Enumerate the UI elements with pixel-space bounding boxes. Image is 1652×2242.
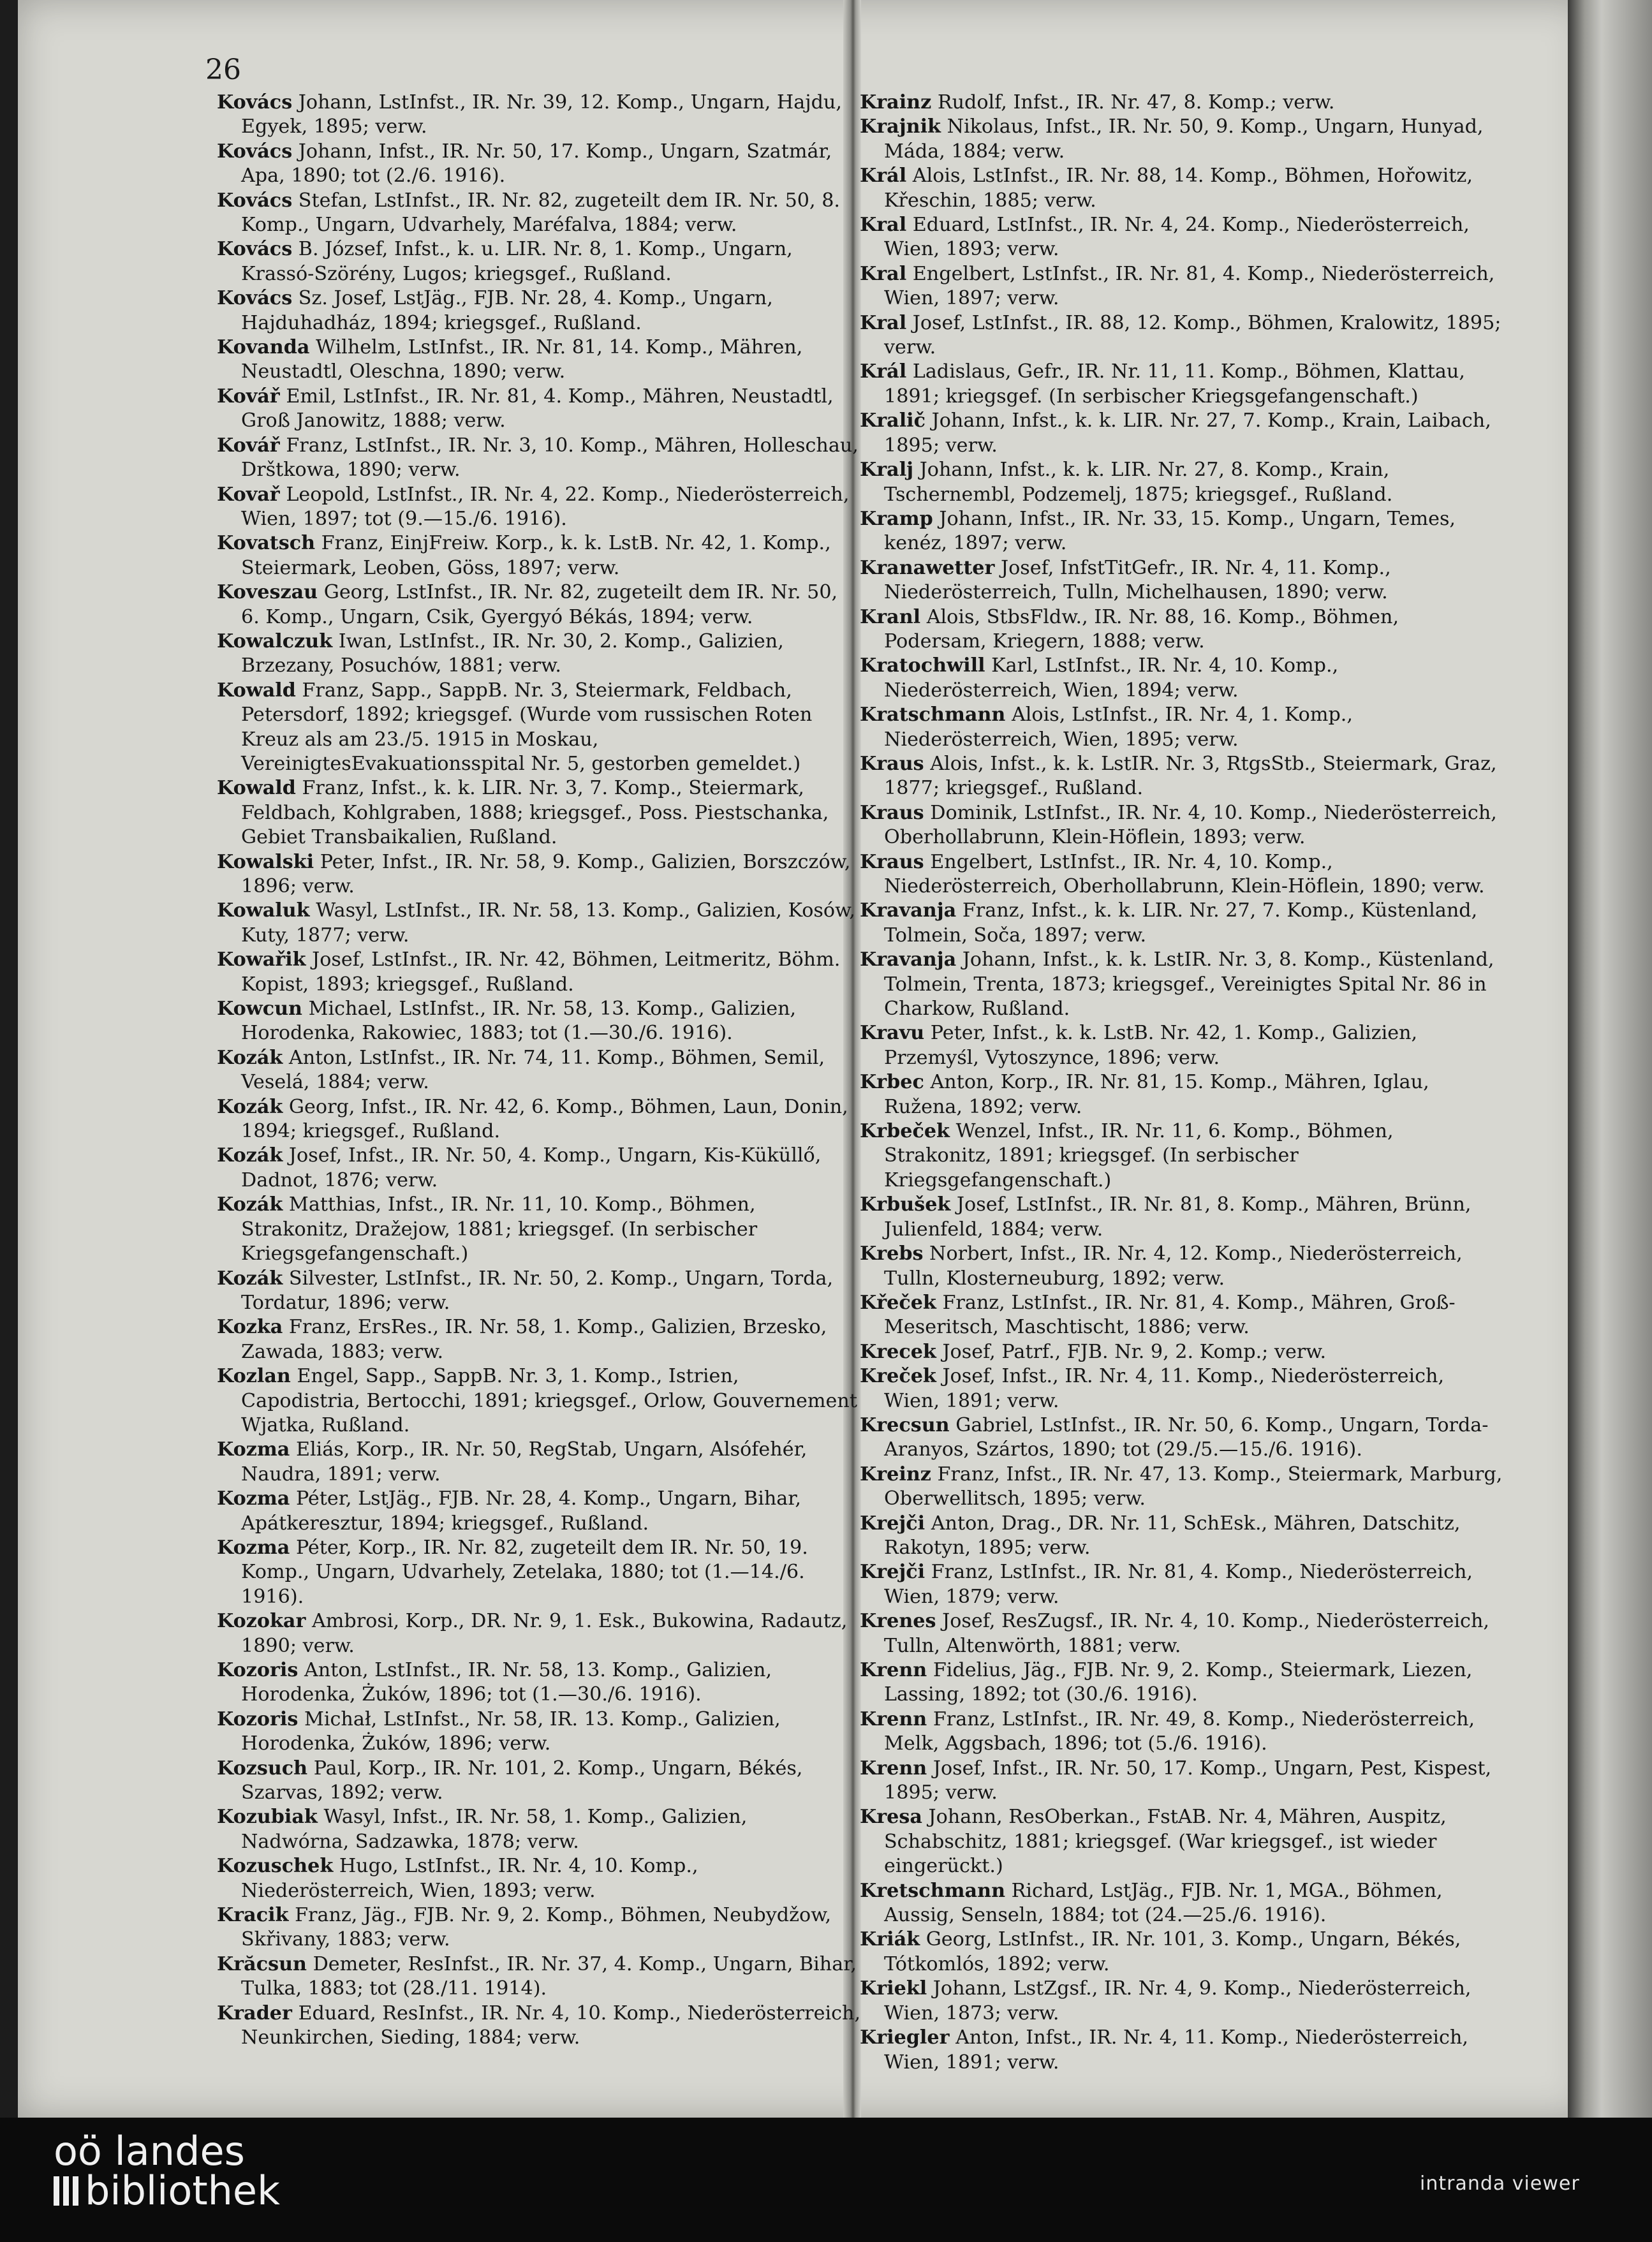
register-entry bbox=[860, 213, 1504, 262]
entry-details: Alois, Infst., k. k. LstIR. Nr. 3, RtgsStb., Steiermark, Graz, 1877; kriegsgef., Rußland. bbox=[884, 752, 1497, 800]
entry-details: Josef, LstInfst., IR. 88, 12. Komp., Böhmen, Kralowitz, 1895; verw. bbox=[884, 311, 1501, 359]
entry-surname: Kowaluk bbox=[217, 899, 310, 922]
register-entry bbox=[860, 1560, 1504, 1609]
entry-details: B. József, Infst., k. u. LIR. Nr. 8, 1. Komp., Ungarn, Krassó-Szörény, Lugos; kriegsgef., Rußland. bbox=[241, 238, 793, 285]
entry-details: Georg, Infst., IR. Nr. 42, 6. Komp., Böhmen, Laun, Donin, 1894; kriegsgef., Rußland. bbox=[241, 1095, 848, 1143]
entry-details: Péter, Korp., IR. Nr. 82, zugeteilt dem IR. Nr. 50, 19. Komp., Ungarn, Udvarhely, Zetelaka, 1880; tot (1.—14./6. 1916). bbox=[241, 1536, 808, 1608]
entry-surname: Kozlan bbox=[217, 1365, 291, 1388]
register-entry bbox=[860, 1340, 1504, 1364]
entry-surname: Krenes bbox=[860, 1610, 936, 1633]
viewer-label: intranda viewer bbox=[1420, 2172, 1580, 2195]
register-entry bbox=[217, 1046, 861, 1095]
register-entry bbox=[217, 286, 861, 336]
entry-details: Engel, Sapp., SappB. Nr. 3, 1. Komp., Istrien, Capodistria, Bertocchi, 1891; kriegsgef., Orlow, Gouvernement Wjatka, Rußland. bbox=[241, 1365, 857, 1436]
entry-details: Sz. Josef, LstJäg., FJB. Nr. 28, 4. Komp., Ungarn, Hajduhadház, 1894; kriegsgef., Rußland. bbox=[241, 287, 773, 334]
register-entry bbox=[217, 1315, 861, 1364]
entry-surname: Kracik bbox=[217, 1904, 289, 1927]
entry-details: Josef, LstInfst., IR. Nr. 81, 8. Komp., Mähren, Brünn, Julienfeld, 1884; verw. bbox=[884, 1193, 1471, 1241]
register-entry bbox=[217, 1757, 861, 1806]
entry-surname: Kovář bbox=[217, 385, 280, 408]
entry-surname: Kravanja bbox=[860, 948, 957, 971]
entry-details: Norbert, Infst., IR. Nr. 4, 12. Komp., Niederösterreich, Tulln, Klosterneuburg, 1892; verw. bbox=[884, 1243, 1463, 1290]
entry-surname: Kramp bbox=[860, 507, 933, 530]
logo-line-2: bibliothek bbox=[85, 2167, 280, 2214]
entry-surname: Kovács bbox=[217, 287, 293, 310]
entry-details: Franz, Infst., k. k. LIR. Nr. 27, 7. Komp., Küstenland, Tolmein, Soča, 1897; verw. bbox=[884, 899, 1478, 947]
entry-details: Anton, LstInfst., IR. Nr. 58, 13. Komp., Galizien, Horodenka, Żuków, 1896; tot (1.—30./6. 1916). bbox=[241, 1659, 772, 1706]
entry-details: Rudolf, Infst., IR. Nr. 47, 8. Komp.; verw. bbox=[931, 91, 1335, 114]
logo-line-1: oö landes bbox=[54, 2128, 245, 2174]
entry-details: Demeter, ResInfst., IR. Nr. 37, 4. Komp., Ungarn, Bihar, Tulka, 1883; tot (28./11. 1914). bbox=[241, 1952, 857, 2000]
entry-surname: Kratschmann bbox=[860, 704, 1006, 726]
register-entry bbox=[860, 752, 1504, 801]
entry-surname: Kovács bbox=[217, 91, 293, 114]
entry-surname: Krader bbox=[217, 2002, 292, 2024]
entry-surname: Kriekl bbox=[860, 1977, 927, 2000]
entry-surname: Kowalczuk bbox=[217, 630, 333, 653]
entry-details: Michał, LstInfst., Nr. 58, IR. 13. Komp., Galizien, Horodenka, Żuków, 1896; verw. bbox=[241, 1707, 781, 1755]
entry-details: Georg, LstInfst., IR. Nr. 82, zugeteilt dem IR. Nr. 50, 6. Komp., Ungarn, Csik, Gyergyó Békás, 1894; verw. bbox=[241, 581, 838, 628]
entry-details: Silvester, LstInfst., IR. Nr. 50, 2. Komp., Ungarn, Torda, Tordatur, 1896; verw. bbox=[241, 1267, 834, 1314]
entry-surname: Kozák bbox=[217, 1193, 283, 1216]
entry-details: Leopold, LstInfst., IR. Nr. 4, 22. Komp., Niederösterreich, Wien, 1897; tot (9.—15./6. 1916). bbox=[241, 483, 850, 530]
entry-surname: Kraus bbox=[860, 850, 924, 873]
register-entry bbox=[217, 899, 861, 948]
entry-details: Emil, LstInfst., IR. Nr. 81, 4. Komp., Mähren, Neustadtl, Groß Janowitz, 1888; verw. bbox=[241, 385, 834, 432]
register-entry bbox=[217, 140, 861, 189]
entry-details: Josef, LstInfst., IR. Nr. 42, Böhmen, Leitmeritz, Böhm. Kopist, 1893; kriegsgef., Rußland. bbox=[241, 948, 841, 996]
entry-details: Anton, Infst., IR. Nr. 4, 11. Komp., Niederösterreich, Wien, 1891; verw. bbox=[884, 2026, 1468, 2074]
entry-surname: Kozák bbox=[217, 1095, 283, 1118]
entry-surname: Krainz bbox=[860, 91, 932, 114]
register-entry bbox=[860, 1070, 1504, 1119]
entry-surname: Krenn bbox=[860, 1757, 927, 1780]
register-entry bbox=[217, 1438, 861, 1487]
register-entry bbox=[860, 115, 1504, 164]
entry-surname: Krecsun bbox=[860, 1413, 950, 1436]
logo-bars-icon bbox=[54, 2176, 78, 2206]
entry-surname: Krăcsun bbox=[217, 1952, 307, 1975]
entry-details: Anton, LstInfst., IR. Nr. 74, 11. Komp., Böhmen, Semil, Veselá, 1884; verw. bbox=[241, 1046, 825, 1094]
entry-surname: Kraus bbox=[860, 801, 924, 824]
entry-details: Johann, Infst., k. k. LIR. Nr. 27, 7. Komp., Krain, Laibach, 1895; verw. bbox=[884, 409, 1491, 457]
register-entry bbox=[860, 1193, 1504, 1242]
register-entry bbox=[217, 1903, 861, 1952]
entry-details: Franz, LstInfst., IR. Nr. 49, 8. Komp., Niederösterreich, Melk, Aggsbach, 1896; tot (5./6. 1916). bbox=[884, 1707, 1475, 1755]
entry-details: Fidelius, Jäg., FJB. Nr. 9, 2. Komp., Steiermark, Liezen, Lassing, 1892; tot (30./6. 1916). bbox=[884, 1659, 1473, 1706]
register-entry bbox=[860, 1291, 1504, 1340]
entry-surname: Kowald bbox=[217, 777, 296, 800]
entry-details: Josef, Infst., IR. Nr. 50, 17. Komp., Ungarn, Pest, Kispest, 1895; verw. bbox=[884, 1757, 1492, 1804]
entry-surname: Kovács bbox=[217, 140, 293, 163]
entry-surname: Křeček bbox=[860, 1291, 936, 1314]
entry-details: Alois, LstInfst., IR. Nr. 4, 1. Komp., Niederösterreich, Wien, 1895; verw. bbox=[884, 704, 1353, 751]
entry-details: Gabriel, LstInfst., IR. Nr. 50, 6. Komp., Ungarn, Torda-Aranyos, Szártos, 1890; tot (29./5.—15./6. 1916). bbox=[884, 1413, 1489, 1461]
register-entry bbox=[860, 801, 1504, 850]
register-entry bbox=[860, 1928, 1504, 1977]
register-entry bbox=[217, 531, 861, 580]
entry-details: Iwan, LstInfst., IR. Nr. 30, 2. Komp., Galizien, Brzezany, Posuchów, 1881; verw. bbox=[241, 630, 784, 677]
scan-left-border bbox=[0, 0, 18, 2118]
entry-surname: Krenn bbox=[860, 1659, 927, 1681]
entry-surname: Kriegler bbox=[860, 2026, 950, 2049]
register-entry bbox=[217, 1805, 861, 1854]
entry-surname: Kozokar bbox=[217, 1610, 306, 1633]
register-entry bbox=[217, 91, 861, 140]
entry-surname: Kovatsch bbox=[217, 532, 316, 555]
entry-details: Johann, Infst., k. k. LIR. Nr. 27, 8. Komp., Krain, Tschernembl, Podzemelj, 1875; kriegsgef., Rußland. bbox=[884, 459, 1393, 506]
register-entry bbox=[217, 1144, 861, 1193]
entry-details: Peter, Infst., k. k. LstB. Nr. 42, 1. Komp., Galizien, Przemyśl, Vytoszynce, 1896; verw. bbox=[884, 1022, 1418, 1069]
register-entry bbox=[217, 189, 861, 238]
entry-surname: Král bbox=[860, 165, 907, 188]
entry-details: Franz, Infst., k. k. LIR. Nr. 3, 7. Komp., Steiermark, Feldbach, Kohlgraben, 1888; kriegsgef., Poss. Piestschanka, Gebiet Transbaikalien, Rußland. bbox=[241, 777, 829, 849]
entry-details: Hugo, LstInfst., IR. Nr. 4, 10. Komp., Niederösterreich, Wien, 1893; verw. bbox=[241, 1855, 698, 1902]
entry-surname: Kowařik bbox=[217, 948, 306, 971]
register-entry bbox=[860, 1463, 1504, 1512]
register-entry bbox=[860, 1805, 1504, 1878]
entry-surname: Krejči bbox=[860, 1512, 926, 1535]
entry-details: Franz, EinjFreiw. Korp., k. k. LstB. Nr. 42, 1. Komp., Steiermark, Leoben, Göss, 1897; verw. bbox=[241, 532, 831, 579]
left-column bbox=[217, 91, 861, 2051]
entry-surname: Kranl bbox=[860, 605, 921, 628]
entry-surname: Krebs bbox=[860, 1243, 924, 1265]
entry-surname: Krenn bbox=[860, 1707, 927, 1730]
register-entry bbox=[860, 1977, 1504, 2026]
entry-details: Wenzel, Infst., IR. Nr. 11, 6. Komp., Böhmen, Strakonitz, 1891; kriegsgef. (In serbischer Kriegsgefangenschaft.) bbox=[884, 1120, 1394, 1191]
register-entry bbox=[860, 1364, 1504, 1413]
entry-surname: Kozák bbox=[217, 1046, 283, 1069]
entry-surname: Kozsuch bbox=[217, 1757, 308, 1780]
register-entry bbox=[860, 409, 1504, 458]
entry-details: Josef, ResZugsf., IR. Nr. 4, 10. Komp., Niederösterreich, Tulln, Altenwörth, 1881; verw. bbox=[884, 1610, 1489, 1657]
entry-details: Dominik, LstInfst., IR. Nr. 4, 10. Komp., Niederösterreich, Oberhollabrunn, Klein-Höflein, 1893; verw. bbox=[884, 801, 1497, 849]
register-entry bbox=[217, 2002, 861, 2051]
register-entry bbox=[217, 850, 861, 899]
register-entry bbox=[217, 1487, 861, 1536]
register-entry bbox=[860, 899, 1504, 948]
entry-details: Stefan, LstInfst., IR. Nr. 82, zugeteilt dem IR. Nr. 50, 8. Komp., Ungarn, Udvarhely, Maréfalva, 1884; verw. bbox=[241, 189, 840, 237]
register-entry bbox=[217, 336, 861, 385]
entry-details: Josef, Infst., IR. Nr. 50, 4. Komp., Ungarn, Kis-Küküllő, Dadnot, 1876; verw. bbox=[241, 1144, 822, 1191]
register-entry bbox=[860, 1512, 1504, 1561]
register-entry bbox=[860, 311, 1504, 360]
register-entry bbox=[217, 1707, 861, 1757]
entry-surname: Král bbox=[860, 360, 907, 383]
entry-details: Johann, Infst., k. k. LstIR. Nr. 3, 8. Komp., Küstenland, Tolmein, Trenta, 1873; kriegsgef., Vereinigtes Spital Nr. 86 in Charkow, Rußland. bbox=[884, 948, 1494, 1021]
entry-details: Johann, LstInfst., IR. Nr. 39, 12. Komp., Ungarn, Hajdu, Egyek, 1895; verw. bbox=[241, 91, 842, 138]
register-entry bbox=[860, 1609, 1504, 1658]
register-entry bbox=[860, 91, 1504, 115]
entry-surname: Krajnik bbox=[860, 115, 941, 138]
register-entry bbox=[217, 1854, 861, 1903]
entry-surname: Kozma bbox=[217, 1438, 290, 1461]
entry-surname: Kowcun bbox=[217, 998, 302, 1021]
register-entry bbox=[217, 948, 861, 997]
entry-surname: Kozoris bbox=[217, 1659, 299, 1681]
register-entry bbox=[860, 164, 1504, 213]
entry-details: Franz, LstInfst., IR. Nr. 81, 4. Komp., Niederösterreich, Wien, 1879; verw. bbox=[884, 1561, 1473, 1608]
entry-details: Alois, StbsFldw., IR. Nr. 88, 16. Komp., Böhmen, Podersam, Kriegern, 1888; verw. bbox=[884, 605, 1399, 653]
entry-surname: Kozuschek bbox=[217, 1855, 334, 1878]
register-entry bbox=[217, 1658, 861, 1707]
entry-details: Josef, Patrf., FJB. Nr. 9, 2. Komp.; verw. bbox=[936, 1340, 1327, 1363]
register-entry bbox=[217, 1267, 861, 1316]
entry-surname: Kozák bbox=[217, 1267, 283, 1290]
entry-surname: Kozma bbox=[217, 1487, 290, 1510]
entry-details: Wasyl, Infst., IR. Nr. 58, 1. Komp., Galizien, Nadwórna, Sadzawka, 1878; verw. bbox=[241, 1806, 748, 1853]
register-entry bbox=[217, 1193, 861, 1266]
entry-details: Franz, Infst., IR. Nr. 47, 13. Komp., Steiermark, Marburg, Oberwellitsch, 1895; verw. bbox=[884, 1463, 1503, 1510]
entry-surname: Kreinz bbox=[860, 1463, 931, 1486]
entry-surname: Kralj bbox=[860, 459, 914, 482]
entry-surname: Kowalski bbox=[217, 850, 314, 873]
register-entry bbox=[217, 1952, 861, 2002]
entry-details: Péter, LstJäg., FJB. Nr. 28, 4. Komp., Ungarn, Bihar, Apátkeresztur, 1894; kriegsgef., Rußland. bbox=[241, 1487, 802, 1535]
register-entry bbox=[217, 776, 861, 850]
entry-details: Wasyl, LstInfst., IR. Nr. 58, 13. Komp., Galizien, Kosów, Kuty, 1877; verw. bbox=[241, 899, 855, 947]
register-entry bbox=[217, 237, 861, 286]
register-entry bbox=[860, 556, 1504, 605]
entry-surname: Kozma bbox=[217, 1536, 290, 1559]
entry-surname: Krecek bbox=[860, 1340, 936, 1363]
register-entry bbox=[217, 997, 861, 1046]
entry-details: Johann, LstZgsf., IR. Nr. 4, 9. Komp., Niederösterreich, Wien, 1873; verw. bbox=[884, 1977, 1471, 2024]
entry-details: Anton, Drag., DR. Nr. 11, SchEsk., Mähren, Datschitz, Rakotyn, 1895; verw. bbox=[884, 1512, 1461, 1559]
entry-details: Franz, LstInfst., IR. Nr. 81, 4. Komp., Mähren, Groß-Meseritsch, Maschtischt, 1886; verw. bbox=[884, 1291, 1456, 1339]
entry-details: Franz, Jäg., FJB. Nr. 9, 2. Komp., Böhmen, Neubydžow, Skřivany, 1883; verw. bbox=[241, 1904, 832, 1951]
entry-details: Franz, LstInfst., IR. Nr. 3, 10. Komp., Mähren, Holleschau, Drštkowa, 1890; verw. bbox=[241, 434, 859, 482]
entry-details: Johann, Infst., IR. Nr. 33, 15. Komp., Ungarn, Temes, kenéz, 1897; verw. bbox=[884, 507, 1456, 555]
entry-surname: Kovanda bbox=[217, 336, 310, 359]
register-entry bbox=[860, 1879, 1504, 1928]
entry-surname: Kozák bbox=[217, 1144, 283, 1167]
entry-details: Nikolaus, Infst., IR. Nr. 50, 9. Komp., Ungarn, Hunyad, Máda, 1884; verw. bbox=[884, 115, 1484, 163]
entry-details: Johann, ResOberkan., FstAB. Nr. 4, Mähren, Auspitz, Schabschitz, 1881; kriegsgef. (War kriegsgef., ist wieder eingerückt.) bbox=[884, 1806, 1447, 1878]
register-entry bbox=[860, 507, 1504, 556]
register-entry bbox=[217, 483, 861, 532]
register-entry bbox=[217, 1609, 861, 1658]
register-entry bbox=[860, 703, 1504, 752]
entry-details: Engelbert, LstInfst., IR. Nr. 4, 10. Komp., Niederösterreich, Oberhollabrunn, Klein-Höflein, 1890; verw. bbox=[884, 850, 1485, 897]
entry-surname: Kratochwill bbox=[860, 654, 985, 677]
entry-details: Eduard, LstInfst., IR. Nr. 4, 24. Komp., Niederösterreich, Wien, 1893; verw. bbox=[884, 214, 1470, 261]
entry-surname: Krejči bbox=[860, 1561, 926, 1584]
register-entry bbox=[217, 1364, 861, 1438]
entry-details: Paul, Korp., IR. Nr. 101, 2. Komp., Ungarn, Békés, Szarvas, 1892; verw. bbox=[241, 1757, 803, 1804]
library-logo[interactable] bbox=[54, 2128, 280, 2214]
entry-details: Wilhelm, LstInfst., IR. Nr. 81, 14. Komp., Mähren, Neustadtl, Oleschna, 1890; verw. bbox=[241, 336, 803, 383]
register-entry bbox=[217, 679, 861, 777]
register-entry bbox=[217, 1095, 861, 1144]
entry-details: Michael, LstInfst., IR. Nr. 58, 13. Komp., Galizien, Horodenka, Rakowiec, 1883; tot (1.—30./6. 1916). bbox=[241, 998, 797, 1045]
entry-details: Karl, LstInfst., IR. Nr. 4, 10. Komp., Niederösterreich, Wien, 1894; verw. bbox=[884, 654, 1339, 702]
register-entry bbox=[860, 1413, 1504, 1463]
entry-details: Johann, Infst., IR. Nr. 50, 17. Komp., Ungarn, Szatmár, Apa, 1890; tot (2./6. 1916). bbox=[241, 140, 832, 188]
register-entry bbox=[860, 1242, 1504, 1291]
register-entry bbox=[860, 850, 1504, 899]
entry-details: Eliás, Korp., IR. Nr. 50, RegStab, Ungarn, Alsófehér, Naudra, 1891; verw. bbox=[241, 1438, 808, 1486]
next-page-edge bbox=[1568, 0, 1652, 2118]
register-entry bbox=[217, 385, 861, 434]
entry-surname: Kralič bbox=[860, 409, 926, 432]
register-entry bbox=[860, 1707, 1504, 1757]
entry-surname: Kranawetter bbox=[860, 556, 995, 579]
register-entry bbox=[217, 1536, 861, 1609]
entry-surname: Kresa bbox=[860, 1806, 922, 1829]
entry-details: Engelbert, LstInfst., IR. Nr. 81, 4. Komp., Niederösterreich, Wien, 1897; verw. bbox=[884, 262, 1495, 310]
register-entry bbox=[860, 360, 1504, 409]
entry-details: Richard, LstJäg., FJB. Nr. 1, MGA., Böhmen, Aussig, Senseln, 1884; tot (24.—25./6. 1916). bbox=[884, 1879, 1443, 1927]
entry-surname: Kreček bbox=[860, 1365, 936, 1388]
entry-surname: Kretschmann bbox=[860, 1879, 1006, 1902]
entry-surname: Kriák bbox=[860, 1928, 920, 1951]
entry-surname: Kovács bbox=[217, 189, 293, 212]
entry-surname: Kravu bbox=[860, 1022, 925, 1045]
entry-surname: Kovács bbox=[217, 238, 293, 261]
entry-details: Matthias, Infst., IR. Nr. 11, 10. Komp., Böhmen, Strakonitz, Dražejow, 1881; kriegsgef. (In serbischer Kriegsgefangenschaft.) bbox=[241, 1193, 758, 1265]
entry-surname: Krbušek bbox=[860, 1193, 951, 1216]
entry-surname: Kozubiak bbox=[217, 1806, 318, 1829]
register-entry bbox=[860, 458, 1504, 507]
entry-details: Anton, Korp., IR. Nr. 81, 15. Komp., Mähren, Iglau, Ružena, 1892; verw. bbox=[884, 1071, 1429, 1118]
entry-details: Josef, InfstTitGefr., IR. Nr. 4, 11. Komp., Niederösterreich, Tulln, Michelhausen, 1890; verw. bbox=[884, 556, 1391, 604]
entry-surname: Kowald bbox=[217, 679, 296, 702]
entry-details: Franz, ErsRes., IR. Nr. 58, 1. Komp., Galizien, Brzesko, Zawada, 1883; verw. bbox=[241, 1316, 827, 1363]
entry-details: Peter, Infst., IR. Nr. 58, 9. Komp., Galizien, Borszczów, 1896; verw. bbox=[241, 850, 851, 897]
register-entry bbox=[860, 654, 1504, 703]
register-entry bbox=[860, 948, 1504, 1021]
right-column bbox=[860, 91, 1504, 2075]
register-entry bbox=[860, 1021, 1504, 1070]
entry-surname: Kral bbox=[860, 311, 907, 334]
entry-surname: Kral bbox=[860, 262, 907, 285]
register-entry bbox=[217, 630, 861, 679]
entry-surname: Krbec bbox=[860, 1071, 924, 1094]
entry-surname: Kovař bbox=[217, 483, 280, 506]
entry-details: Georg, LstInfst., IR. Nr. 101, 3. Komp., Ungarn, Békés, Tótkomlós, 1892; verw. bbox=[884, 1928, 1461, 1975]
register-entry bbox=[860, 2026, 1504, 2075]
entry-details: Eduard, ResInfst., IR. Nr. 4, 10. Komp., Niederösterreich, Neunkirchen, Sieding, 1884; verw. bbox=[241, 2002, 861, 2049]
entry-details: Ambrosi, Korp., DR. Nr. 9, 1. Esk., Bukowina, Radautz, 1890; verw. bbox=[241, 1610, 848, 1657]
entry-surname: Koveszau bbox=[217, 581, 318, 604]
entry-surname: Kovář bbox=[217, 434, 280, 457]
entry-surname: Krbeček bbox=[860, 1120, 950, 1143]
entry-surname: Kravanja bbox=[860, 899, 957, 922]
entry-details: Alois, LstInfst., IR. Nr. 88, 14. Komp., Böhmen, Hořowitz, Křeschin, 1885; verw. bbox=[884, 165, 1473, 212]
register-entry bbox=[860, 262, 1504, 311]
entry-surname: Kral bbox=[860, 214, 907, 237]
register-entry bbox=[860, 1658, 1504, 1707]
register-entry bbox=[860, 1119, 1504, 1193]
entry-details: Franz, Sapp., SappB. Nr. 3, Steiermark, Feldbach, Petersdorf, 1892; kriegsgef. (Wurde vom russischen Roten Kreuz als am 23./5. 1915 in Moskau, VereinigtesEvakuationsspital Nr. 5, gestorben gemeldet.) bbox=[241, 679, 813, 775]
entry-details: Ladislaus, Gefr., IR. Nr. 11, 11. Komp., Böhmen, Klattau, 1891; kriegsgef. (In serbischer Kriegsgefangenschaft.) bbox=[884, 360, 1465, 408]
register-entry bbox=[217, 580, 861, 630]
entry-details: Josef, Infst., IR. Nr. 4, 11. Komp., Niederösterreich, Wien, 1891; verw. bbox=[884, 1365, 1445, 1412]
entry-surname: Kraus bbox=[860, 752, 924, 775]
register-entry bbox=[860, 1757, 1504, 1806]
page-number: 26 bbox=[205, 54, 241, 86]
register-entry bbox=[860, 605, 1504, 654]
entry-surname: Kozka bbox=[217, 1316, 283, 1339]
entry-surname: Kozoris bbox=[217, 1707, 299, 1730]
register-entry bbox=[217, 434, 861, 483]
